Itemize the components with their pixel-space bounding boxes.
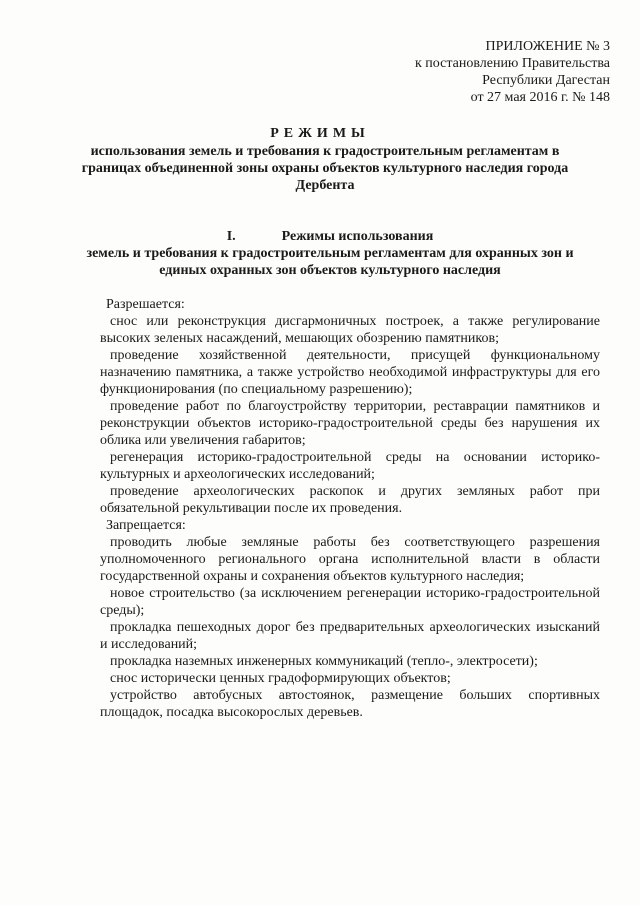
forbidden-item: устройство автобусных автостоянок, размещение больших спортивных площадок, посадка высокорослых деревьев. bbox=[100, 688, 600, 720]
forbidden-item: снос исторически ценных градоформирующих объектов; bbox=[110, 671, 451, 686]
document-subtitle: использования земель и требования к градостроительным регламентам в границах объединенной зоны охраны объектов культурного наследия города Дербента bbox=[81, 144, 569, 193]
document-body bbox=[100, 296, 600, 721]
allowed-label: Разрешается: bbox=[106, 297, 185, 312]
appendix-number: ПРИЛОЖЕНИЕ № 3 bbox=[485, 39, 610, 54]
appendix-header bbox=[360, 38, 610, 106]
allowed-item: снос или реконструкция дисгармоничных построек, а также регулирование высоких зеленых насаждений, мешающих обозрению памятников; bbox=[100, 314, 600, 346]
forbidden-item: прокладка пешеходных дорог без предварительных археологических изысканий и исследований; bbox=[100, 620, 600, 652]
appendix-date: от 27 мая 2016 г. № 148 bbox=[470, 90, 610, 105]
forbidden-item: проводить любые земляные работы без соответствующего разрешения уполномоченного регионального органа исполнительной власти в области государственной охраны и сохранения объектов культурного наследия; bbox=[100, 535, 600, 584]
section-heading-line1: Режимы использования bbox=[281, 229, 434, 244]
forbidden-item: новое строительство (за исключением регенерации историко-градостроительной среды); bbox=[100, 586, 600, 618]
allowed-item: проведение археологических раскопок и других земляных работ при обязательной рекультивации после их проведения. bbox=[100, 484, 600, 516]
forbidden-item: прокладка наземных инженерных коммуникаций (тепло-, электросети); bbox=[110, 654, 538, 669]
allowed-item: проведение работ по благоустройству территории, реставрации памятников и реконструкции объектов историко-градостроительной среды без нарушения их облика или увеличения габаритов; bbox=[100, 399, 600, 448]
allowed-item: регенерация историко-градостроительной среды на основании историко-культурных и археологических исследований; bbox=[100, 450, 600, 482]
section-number: I. bbox=[226, 229, 236, 244]
appendix-republic: Республики Дагестан bbox=[482, 73, 610, 88]
appendix-reference: к постановлению Правительства bbox=[414, 56, 610, 71]
forbidden-label: Запрещается: bbox=[106, 518, 186, 533]
document-title: РЕЖИМЫ bbox=[270, 126, 370, 141]
allowed-item: проведение хозяйственной деятельности, присущей функциональному назначению памятника, а также устройство необходимой инфраструктуры для его функционирования (по специальному разрешению); bbox=[100, 348, 600, 397]
section-heading bbox=[70, 228, 590, 279]
section-heading-rest: земель и требования к градостроительным регламентам для охранных зон и единых охранных зон объектов культурного наследия bbox=[86, 246, 574, 278]
